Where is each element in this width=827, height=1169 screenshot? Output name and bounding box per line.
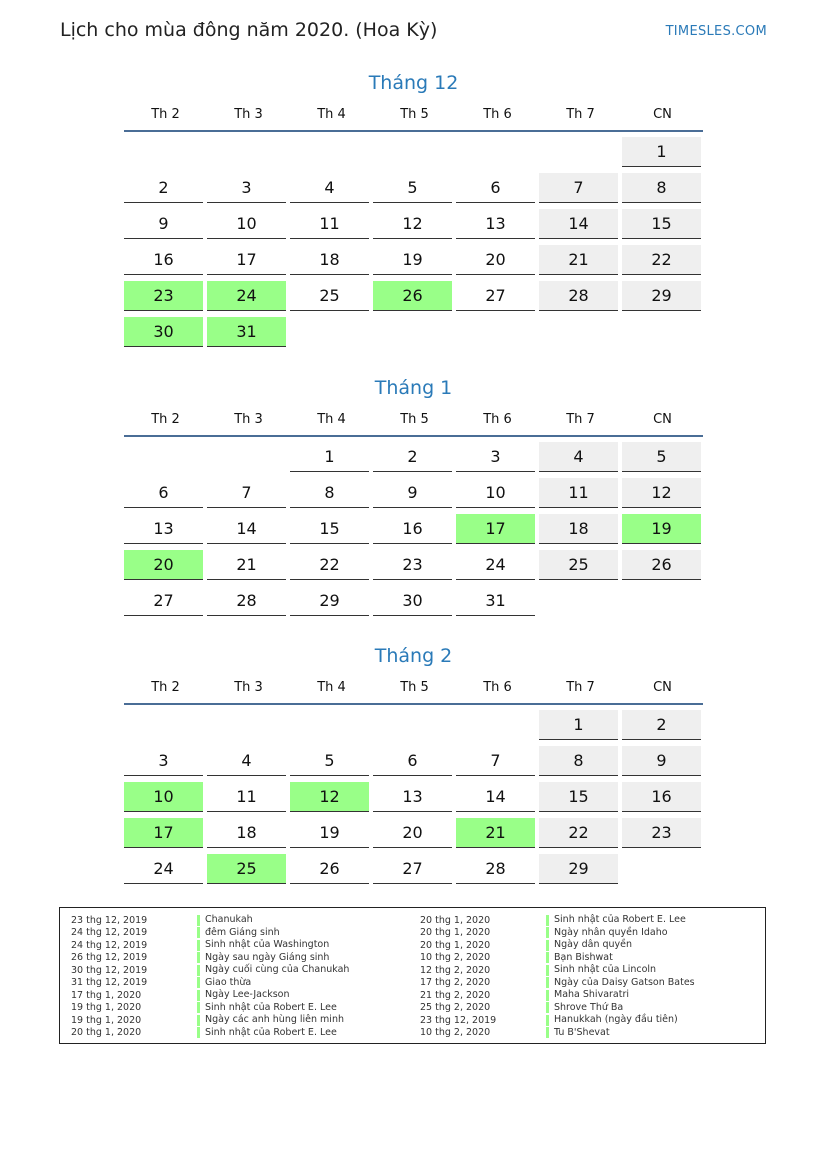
day-cell[interactable]: 1: [622, 137, 701, 167]
legend-date: 20 thg 1, 2020: [71, 1027, 142, 1039]
day-cell[interactable]: 30: [373, 586, 452, 616]
day-cell[interactable]: 2: [124, 173, 203, 203]
legend-holiday-name: Tu B'Shevat: [554, 1026, 610, 1038]
empty-cell: [290, 710, 369, 740]
empty-cell: [373, 137, 452, 167]
day-cell[interactable]: 7: [456, 746, 535, 776]
day-cell[interactable]: 6: [373, 746, 452, 776]
legend-item: [60, 939, 349, 952]
weekday-label: Th 6: [483, 107, 512, 122]
day-cell[interactable]: 19: [290, 818, 369, 848]
week-row: [124, 705, 703, 741]
day-cell[interactable]: 25: [539, 550, 618, 580]
legend-item: [60, 977, 349, 990]
legend-color-marker: [197, 965, 200, 976]
day-cell[interactable]: 24: [124, 854, 203, 884]
day-cell[interactable]: 30: [124, 317, 203, 347]
empty-cell: [622, 586, 701, 616]
day-cell[interactable]: 23: [373, 550, 452, 580]
weekday-header: [124, 671, 703, 705]
legend-item: [409, 939, 695, 952]
day-cell[interactable]: 28: [207, 586, 286, 616]
day-cell[interactable]: 5: [290, 746, 369, 776]
weekday-label: Th 5: [400, 107, 429, 122]
empty-cell: [456, 317, 535, 347]
legend-date: 10 thg 2, 2020: [420, 1027, 491, 1039]
legend-holiday-name: Ngày các anh hùng liên minh: [205, 1014, 344, 1025]
day-cell[interactable]: 4: [539, 442, 618, 472]
day-cell[interactable]: 13: [456, 209, 535, 239]
day-cell[interactable]: 18: [290, 245, 369, 275]
legend-item: [60, 1014, 349, 1027]
day-cell[interactable]: 28: [456, 854, 535, 884]
day-cell[interactable]: 26: [622, 550, 701, 580]
day-cell[interactable]: 10: [456, 478, 535, 508]
legend-item: [60, 927, 349, 940]
day-cell[interactable]: 20: [124, 550, 203, 580]
legend-item: [409, 1002, 695, 1015]
legend-holiday-name: Sinh nhật của Robert E. Lee: [554, 914, 686, 925]
day-cell[interactable]: 17: [456, 514, 535, 544]
empty-cell: [124, 137, 203, 167]
weekday-label: Th 6: [483, 680, 512, 695]
day-cell[interactable]: 14: [207, 514, 286, 544]
weekday-label: Th 4: [317, 412, 346, 427]
day-cell[interactable]: 29: [539, 854, 618, 884]
day-cell[interactable]: 19: [622, 514, 701, 544]
day-cell[interactable]: 18: [539, 514, 618, 544]
legend-date: 17 thg 1, 2020: [71, 989, 142, 1001]
day-cell[interactable]: 11: [207, 782, 286, 812]
week-row: [124, 276, 703, 312]
legend-holiday-name: Ngày cuối cùng của Chanukah: [205, 964, 350, 975]
day-cell[interactable]: 26: [373, 281, 452, 311]
legend-item: [409, 977, 695, 990]
legend-color-marker: [197, 1027, 200, 1038]
day-cell[interactable]: 1: [539, 710, 618, 740]
weekday-label: CN: [653, 412, 672, 427]
legend-column-right: [409, 914, 695, 1039]
legend-date: 20 thg 1, 2020: [420, 927, 491, 939]
week-row: [124, 509, 703, 545]
legend-holiday-name: Ngày của Daisy Gatson Bates: [554, 976, 695, 988]
legend-holiday-name: Maha Shivaratri: [554, 989, 630, 1000]
week-row: [124, 473, 703, 509]
day-cell[interactable]: 21: [207, 550, 286, 580]
month-block: [124, 641, 703, 885]
legend-color-marker: [546, 1027, 549, 1038]
day-cell[interactable]: 12: [622, 478, 701, 508]
legend-color-marker: [197, 927, 200, 938]
day-cell[interactable]: 7: [207, 478, 286, 508]
legend-date: 19 thg 1, 2020: [71, 1002, 142, 1014]
legend-date: 24 thg 12, 2019: [71, 927, 148, 939]
legend-item: [409, 1014, 695, 1027]
legend-column-left: [60, 914, 349, 1039]
weekday-label: CN: [653, 680, 672, 695]
empty-cell: [207, 442, 286, 472]
day-cell[interactable]: 4: [290, 173, 369, 203]
weekday-label: Th 3: [234, 107, 263, 122]
legend-item: [409, 952, 695, 965]
week-row: [124, 132, 703, 168]
day-cell[interactable]: 8: [290, 478, 369, 508]
legend-color-marker: [546, 977, 549, 988]
day-cell[interactable]: 5: [373, 173, 452, 203]
month-block: [124, 373, 703, 617]
day-cell[interactable]: 13: [373, 782, 452, 812]
weekday-header: [124, 98, 703, 132]
legend-date: 20 thg 1, 2020: [420, 914, 491, 926]
day-cell[interactable]: 3: [207, 173, 286, 203]
day-cell[interactable]: 11: [290, 209, 369, 239]
day-cell[interactable]: 10: [124, 782, 203, 812]
week-row: [124, 437, 703, 473]
day-cell[interactable]: 17: [124, 818, 203, 848]
day-cell[interactable]: 3: [124, 746, 203, 776]
day-cell[interactable]: 6: [124, 478, 203, 508]
legend-color-marker: [197, 977, 200, 988]
weekday-label: Th 7: [566, 107, 595, 122]
day-cell[interactable]: 11: [539, 478, 618, 508]
legend-date: 21 thg 2, 2020: [420, 989, 491, 1001]
empty-cell: [290, 317, 369, 347]
holiday-legend: [59, 907, 766, 1044]
empty-cell: [622, 854, 701, 884]
legend-color-marker: [546, 1002, 549, 1013]
week-row: [124, 581, 703, 617]
day-cell[interactable]: 17: [207, 245, 286, 275]
day-cell[interactable]: 10: [207, 209, 286, 239]
weekday-label: Th 3: [234, 680, 263, 695]
day-cell[interactable]: 27: [373, 854, 452, 884]
legend-item: [60, 1027, 349, 1040]
day-cell[interactable]: 22: [539, 818, 618, 848]
weekday-label: Th 5: [400, 680, 429, 695]
day-cell[interactable]: 18: [207, 818, 286, 848]
week-row: [124, 204, 703, 240]
empty-cell: [124, 442, 203, 472]
legend-item: [409, 914, 695, 927]
day-cell[interactable]: 24: [207, 281, 286, 311]
legend-holiday-name: Chanukah: [205, 914, 253, 925]
weekday-label: Th 4: [317, 107, 346, 122]
brand-link[interactable]: TIMESLES.COM: [665, 24, 767, 39]
weekday-label: Th 5: [400, 412, 429, 427]
empty-cell: [290, 137, 369, 167]
day-cell[interactable]: 9: [373, 478, 452, 508]
empty-cell: [373, 317, 452, 347]
legend-date: 12 thg 2, 2020: [420, 964, 491, 976]
day-cell[interactable]: 29: [622, 281, 701, 311]
day-cell[interactable]: 9: [124, 209, 203, 239]
week-row: [124, 741, 703, 777]
day-cell[interactable]: 16: [373, 514, 452, 544]
weekday-label: Th 7: [566, 680, 595, 695]
legend-item: [409, 989, 695, 1002]
legend-date: 26 thg 12, 2019: [71, 952, 148, 964]
legend-color-marker: [546, 915, 549, 926]
day-cell[interactable]: 27: [456, 281, 535, 311]
day-cell[interactable]: 8: [539, 746, 618, 776]
day-cell[interactable]: 31: [456, 586, 535, 616]
day-cell[interactable]: 31: [207, 317, 286, 347]
legend-date: 19 thg 1, 2020: [71, 1014, 142, 1026]
week-row: [124, 312, 703, 348]
legend-item: [409, 1027, 695, 1040]
legend-color-marker: [197, 1015, 200, 1026]
day-cell[interactable]: 23: [124, 281, 203, 311]
week-row: [124, 240, 703, 276]
week-row: [124, 849, 703, 885]
day-cell[interactable]: 15: [290, 514, 369, 544]
legend-item: [409, 964, 695, 977]
day-cell[interactable]: 28: [539, 281, 618, 311]
day-cell[interactable]: 20: [456, 245, 535, 275]
legend-date: 10 thg 2, 2020: [420, 952, 491, 964]
legend-holiday-name: Sinh nhật của Lincoln: [554, 964, 657, 975]
empty-cell: [207, 137, 286, 167]
legend-item: [60, 989, 349, 1002]
day-cell[interactable]: 12: [290, 782, 369, 812]
day-cell[interactable]: 1: [290, 442, 369, 472]
day-cell[interactable]: 16: [622, 782, 701, 812]
day-cell[interactable]: 9: [622, 746, 701, 776]
day-cell[interactable]: 12: [373, 209, 452, 239]
day-cell[interactable]: 27: [124, 586, 203, 616]
month-block: [124, 68, 703, 348]
weekday-label: Th 7: [566, 412, 595, 427]
day-cell[interactable]: 26: [290, 854, 369, 884]
legend-color-marker: [197, 940, 200, 951]
legend-color-marker: [197, 915, 200, 926]
legend-item: [60, 914, 349, 927]
legend-item: [60, 1002, 349, 1015]
week-row: [124, 777, 703, 813]
weekday-header: [124, 403, 703, 437]
legend-color-marker: [546, 952, 549, 963]
legend-holiday-name: Ngày nhân quyền Idaho: [554, 926, 668, 938]
legend-holiday-name: Sinh nhật của Washington: [205, 939, 330, 950]
legend-holiday-name: Giao thừa: [205, 976, 252, 988]
weekday-label: Th 2: [151, 412, 180, 427]
day-cell[interactable]: 3: [456, 442, 535, 472]
legend-holiday-name: đêm Giáng sinh: [205, 926, 280, 938]
day-cell[interactable]: 5: [622, 442, 701, 472]
legend-color-marker: [546, 940, 549, 951]
empty-cell: [539, 586, 618, 616]
day-cell[interactable]: 21: [456, 818, 535, 848]
day-cell[interactable]: 15: [539, 782, 618, 812]
empty-cell: [124, 710, 203, 740]
day-cell[interactable]: 14: [456, 782, 535, 812]
legend-color-marker: [546, 1015, 549, 1026]
legend-holiday-name: Ngày sau ngày Giáng sinh: [205, 951, 330, 963]
legend-item: [60, 952, 349, 965]
legend-holiday-name: Ngày Lee-Jackson: [205, 989, 290, 1000]
day-cell[interactable]: 23: [622, 818, 701, 848]
day-cell[interactable]: 25: [207, 854, 286, 884]
weekday-label: Th 2: [151, 680, 180, 695]
week-row: [124, 545, 703, 581]
empty-cell: [622, 317, 701, 347]
legend-holiday-name: Hanukkah (ngày đầu tiên): [554, 1014, 678, 1025]
weekday-label: Th 4: [317, 680, 346, 695]
legend-date: 23 thg 12, 2019: [420, 1014, 497, 1026]
day-cell[interactable]: 7: [539, 173, 618, 203]
month-title: Tháng 12: [368, 72, 459, 94]
day-cell[interactable]: 29: [290, 586, 369, 616]
day-cell[interactable]: 15: [622, 209, 701, 239]
legend-date: 24 thg 12, 2019: [71, 939, 148, 951]
weekday-label: Th 3: [234, 412, 263, 427]
day-cell[interactable]: 22: [622, 245, 701, 275]
legend-date: 17 thg 2, 2020: [420, 977, 491, 989]
empty-cell: [539, 317, 618, 347]
legend-date: 30 thg 12, 2019: [71, 964, 148, 976]
legend-date: 20 thg 1, 2020: [420, 939, 491, 951]
week-row: [124, 813, 703, 849]
day-cell[interactable]: 24: [456, 550, 535, 580]
legend-item: [60, 964, 349, 977]
day-cell[interactable]: 25: [290, 281, 369, 311]
day-cell[interactable]: 21: [539, 245, 618, 275]
month-title: Tháng 2: [374, 645, 453, 667]
legend-date: 25 thg 2, 2020: [420, 1002, 491, 1014]
legend-holiday-name: Shrove Thứ Ba: [554, 1001, 624, 1013]
legend-holiday-name: Sinh nhật của Robert E. Lee: [205, 1026, 337, 1038]
day-cell[interactable]: 2: [373, 442, 452, 472]
legend-holiday-name: Sinh nhật của Robert E. Lee: [205, 1001, 337, 1013]
empty-cell: [207, 710, 286, 740]
day-cell[interactable]: 13: [124, 514, 203, 544]
legend-date: 23 thg 12, 2019: [71, 914, 148, 926]
month-title: Tháng 1: [374, 377, 453, 399]
legend-color-marker: [546, 990, 549, 1001]
day-cell[interactable]: 22: [290, 550, 369, 580]
legend-color-marker: [197, 1002, 200, 1013]
day-cell[interactable]: 8: [622, 173, 701, 203]
empty-cell: [456, 710, 535, 740]
weekday-label: Th 2: [151, 107, 180, 122]
day-cell[interactable]: 19: [373, 245, 452, 275]
weekday-label: CN: [653, 107, 672, 122]
day-cell[interactable]: 2: [622, 710, 701, 740]
page-title: Lịch cho mùa đông năm 2020. (Hoa Kỳ): [60, 19, 438, 41]
week-row: [124, 168, 703, 204]
weekday-label: Th 6: [483, 412, 512, 427]
empty-cell: [456, 137, 535, 167]
legend-color-marker: [546, 965, 549, 976]
day-cell[interactable]: 14: [539, 209, 618, 239]
empty-cell: [373, 710, 452, 740]
day-cell[interactable]: 4: [207, 746, 286, 776]
legend-color-marker: [197, 952, 200, 963]
day-cell[interactable]: 6: [456, 173, 535, 203]
day-cell[interactable]: 20: [373, 818, 452, 848]
legend-holiday-name: Ngày dân quyền: [554, 939, 633, 950]
legend-color-marker: [197, 990, 200, 1001]
empty-cell: [539, 137, 618, 167]
legend-date: 31 thg 12, 2019: [71, 977, 148, 989]
day-cell[interactable]: 16: [124, 245, 203, 275]
legend-color-marker: [546, 927, 549, 938]
legend-item: [409, 927, 695, 940]
legend-holiday-name: Bạn Bishwat: [554, 951, 613, 963]
